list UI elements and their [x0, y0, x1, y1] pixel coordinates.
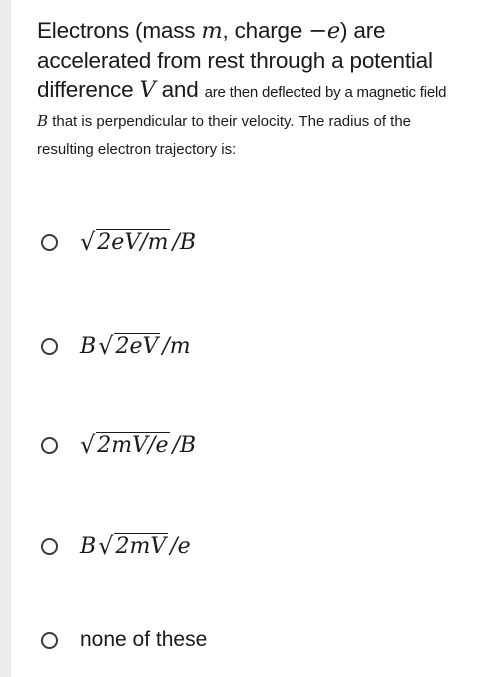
option-a-label [80, 228, 196, 256]
potential-symbol: V [139, 77, 156, 103]
answer-option-b[interactable] [41, 326, 191, 366]
question-text [37, 16, 487, 164]
question-line-1 [37, 16, 487, 46]
divisor: /B [172, 432, 197, 458]
left-border [0, 0, 11, 677]
answer-option-d[interactable] [41, 526, 191, 566]
radicand: 2eV/m [97, 229, 169, 255]
radio-button-a[interactable] [41, 234, 58, 251]
question-line-4 [37, 107, 487, 136]
answer-option-c[interactable] [41, 425, 196, 465]
radio-button-e[interactable] [41, 632, 58, 649]
option-e-label [80, 628, 207, 652]
multiplier: B [80, 533, 97, 559]
minus-sign: − [308, 18, 327, 44]
radicand: 2mV/e [97, 432, 169, 458]
question-text-segment: and [155, 77, 205, 102]
question-text-segment: Electrons (mass [37, 18, 202, 43]
sqrt-symbol: √ [80, 431, 96, 459]
option-c-label [80, 431, 196, 459]
option-b-label [80, 332, 191, 360]
question-text-segment: , charge [222, 18, 309, 43]
option-d-label [80, 532, 191, 560]
radio-button-c[interactable] [41, 437, 58, 454]
field-symbol: B [37, 112, 49, 130]
radicand: 2mV [115, 533, 167, 559]
radicand: 2eV [115, 333, 159, 359]
question-line-2: accelerated from rest through a potential [37, 48, 433, 73]
question-text-segment: ) are [340, 18, 386, 43]
answer-option-a[interactable] [41, 222, 196, 262]
question-text-segment: are then deflected by a magnetic field [204, 84, 447, 101]
divisor: /B [172, 229, 197, 255]
none-of-these-label: none of these [80, 628, 208, 651]
multiplier: B [80, 333, 97, 359]
sqrt-symbol: √ [98, 532, 114, 560]
question-line-3 [37, 75, 487, 107]
question-text-segment: that is perpendicular to their velocity. The radius of the [48, 113, 412, 130]
sqrt-symbol: √ [80, 228, 96, 256]
radio-button-d[interactable] [41, 538, 58, 555]
question-line-5: resulting electron trajectory is: [37, 141, 237, 158]
divisor: /m [162, 333, 191, 359]
charge-symbol: e [326, 18, 341, 44]
mass-symbol: m [201, 18, 223, 44]
answer-option-e[interactable] [41, 620, 207, 660]
divisor: /e [170, 533, 191, 559]
radio-button-b[interactable] [41, 338, 58, 355]
question-text-segment: difference [37, 77, 140, 102]
sqrt-symbol: √ [98, 332, 114, 360]
